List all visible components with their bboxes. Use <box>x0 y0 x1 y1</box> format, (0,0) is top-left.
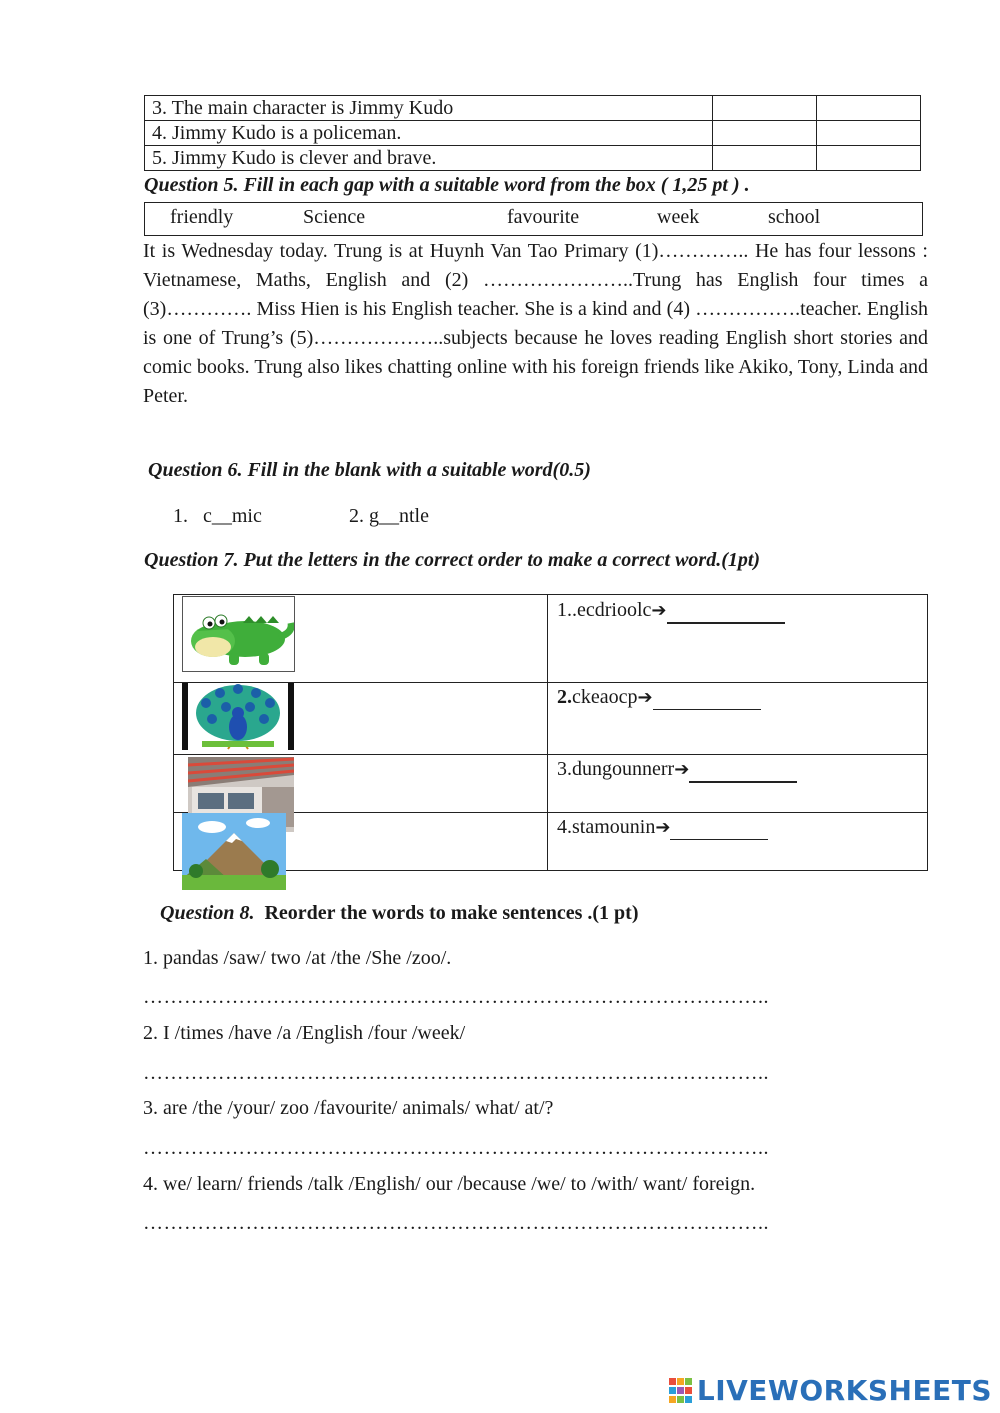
answer-box-false-3[interactable] <box>816 96 920 121</box>
arrow-right-icon: ➔ <box>674 759 690 780</box>
question-5-paragraph: It is Wednesday today. Trung is at Huynh Van Tao Primary (1)………….. He has four lessons : Vietnamese, Maths, English and (2) …………………..Trung has English four times a (3)…………. Miss Hien is his English teacher. She is a kind and (4) …………….teacher. English is one of Trung’s (5)………………..subjects because he loves reading English short stories and comic books. Trung also likes chatting online with his foreign friends like Akiko, Tony, Linda and Peter. <box>143 240 928 407</box>
q7-answer-1[interactable] <box>667 599 785 624</box>
arrow-right-icon: ➔ <box>637 687 653 708</box>
q7-item-1-word: ecdrioolc <box>577 599 652 621</box>
answer-box-true-5[interactable] <box>712 146 816 171</box>
q7-answer-3[interactable] <box>689 758 797 783</box>
q7-item-3 <box>557 758 797 783</box>
q6-item-1-number: 1. <box>173 505 188 527</box>
q8-answer-line-1[interactable]: ……………………………………………………………………………….. <box>143 986 769 1008</box>
true-false-table <box>144 95 921 171</box>
q7-item-3-prefix: 3. <box>557 758 572 780</box>
arrow-right-icon: ➔ <box>655 817 671 838</box>
question-8-label: Question 8. <box>160 902 255 924</box>
q7-item-4-prefix: 4. <box>557 816 572 838</box>
q6-item-1: c__mic <box>203 505 262 527</box>
word-week: week <box>657 206 700 228</box>
word-science: Science <box>303 206 366 228</box>
q8-answer-line-2[interactable]: ……………………………………………………………………………….. <box>143 1062 769 1084</box>
q7-item-4-word: stamounin <box>572 816 656 838</box>
liveworksheets-logo-icon <box>669 1378 693 1404</box>
q8-sentence-2: 2. I /times /have /a /English /four /week/ <box>143 1022 466 1044</box>
question-7-title: Question 7. Put the letters in the correct order to make a correct word.(1pt) <box>144 549 761 571</box>
statement-4: 4. Jimmy Kudo is a policeman. <box>145 121 713 146</box>
liveworksheets-logo <box>669 1374 992 1407</box>
question-5-title: Question 5. Fill in each gap with a suitable word from the box ( 1,25 pt ) . <box>144 174 750 196</box>
q8-answer-line-4[interactable]: ……………………………………………………………………………….. <box>143 1212 769 1234</box>
q8-answer-line-3[interactable]: ……………………………………………………………………………….. <box>143 1137 769 1159</box>
q8-sentence-1: 1. pandas /saw/ two /at /the /She /zoo/. <box>143 947 452 969</box>
q7-item-2-prefix: 2. <box>557 686 572 708</box>
table-row <box>145 121 921 146</box>
word-friendly: friendly <box>170 206 234 228</box>
arrow-right-icon: ➔ <box>651 600 667 621</box>
q7-answer-2[interactable] <box>653 686 761 710</box>
q8-sentence-3: 3. are /the /your/ zoo /favourite/ animals/ what/ at/? <box>143 1097 554 1119</box>
question-8-instruction: Reorder the words to make sentences .(1 pt) <box>264 902 639 924</box>
q7-item-2-word: ckeaocp <box>572 686 638 708</box>
mountain-image <box>182 813 286 890</box>
statement-3: 3. The main character is Jimmy Kudo <box>145 96 713 121</box>
q8-sentence-4: 4. we/ learn/ friends /talk /English/ our /because /we/ to /with/ want/ foreign. <box>143 1173 756 1195</box>
q7-answer-4[interactable] <box>670 816 768 840</box>
q7-item-3-word: dungounnerr <box>572 758 675 780</box>
word-favourite: favourite <box>507 206 580 228</box>
word-school: school <box>768 206 821 228</box>
q7-item-1 <box>557 599 785 624</box>
q6-item-2: 2. g__ntle <box>349 505 429 527</box>
statement-5: 5. Jimmy Kudo is clever and brave. <box>145 146 713 171</box>
table-row <box>145 96 921 121</box>
peacock-image <box>182 683 294 750</box>
question-6-title: Question 6. Fill in the blank with a suitable word(0.5) <box>148 459 591 481</box>
q7-item-4 <box>557 816 768 840</box>
liveworksheets-brand-text: LIVEWORKSHEETS <box>696 1374 992 1407</box>
crocodile-image <box>182 596 295 672</box>
answer-box-true-3[interactable] <box>712 96 816 121</box>
answer-box-false-5[interactable] <box>816 146 920 171</box>
answer-box-true-4[interactable] <box>712 121 816 146</box>
table-row <box>145 146 921 171</box>
q7-item-1-prefix: 1.. <box>557 599 577 621</box>
word-box <box>144 202 923 236</box>
q7-item-2 <box>557 686 761 710</box>
question-8-title <box>160 902 638 925</box>
answer-box-false-4[interactable] <box>816 121 920 146</box>
